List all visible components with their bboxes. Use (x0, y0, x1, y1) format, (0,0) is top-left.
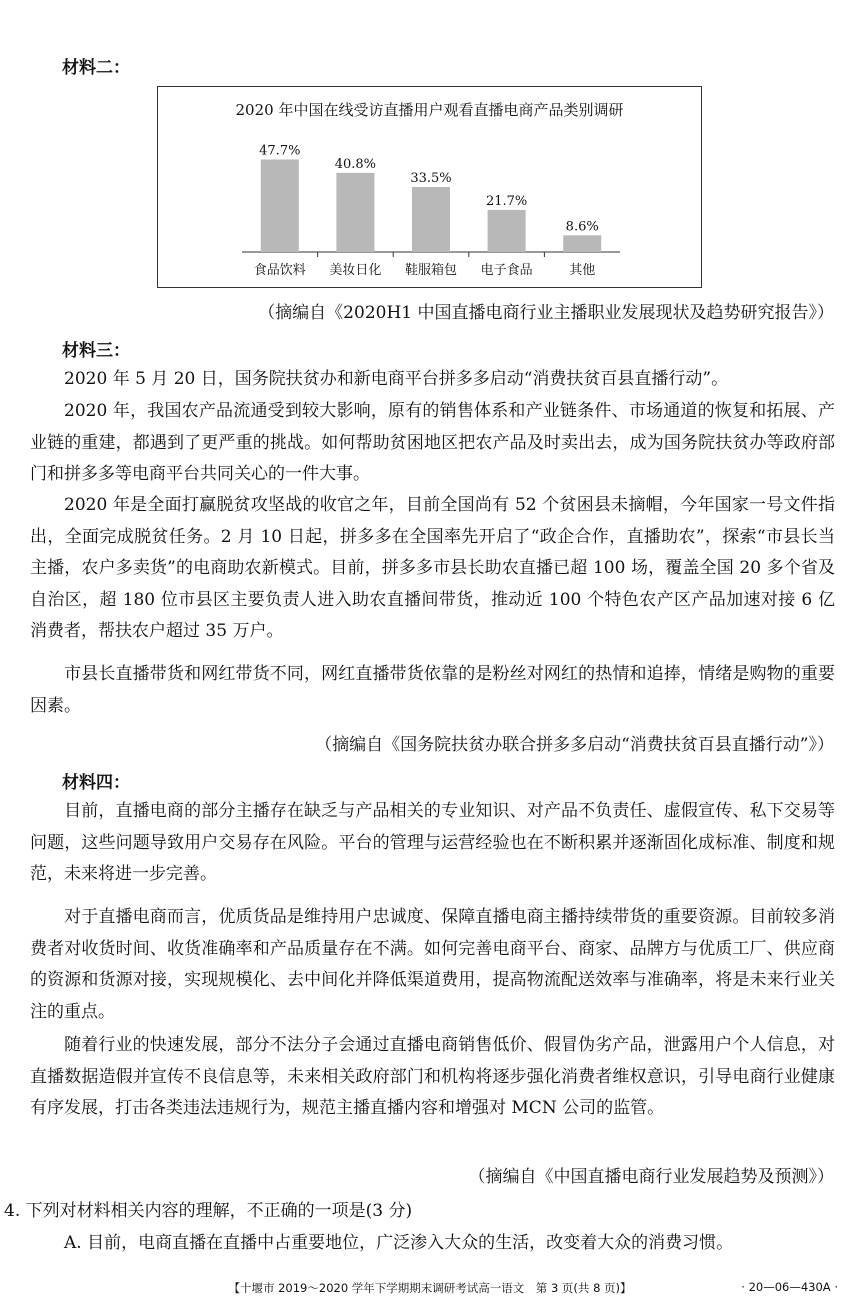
question-stem: 4. 下列对材料相关内容的理解，不正确的一项是(3 分) (4, 1201, 413, 1221)
chart-svg (158, 87, 701, 287)
material2-source: （摘编自《2020H1 中国直播电商行业主播职业发展现状及趋势研究报告》） (258, 303, 834, 323)
material3-paragraph-2: 2020 年，我国农产品流通受到较大影响，原有的销售体系和产业链条件、市场通道的恢复和拓展、产业链的重建，都遇到了更严重的挑战。如何帮助贫困地区把农产品及时卖出去，成为国务院扶贫办等政府部门和拼多多等电商平台共同关心的一件大事。 (30, 401, 835, 484)
bar-value-label-4: 8.6% (565, 219, 599, 235)
bar-value-label-3: 21.7% (485, 193, 528, 209)
material3-heading: 材料三： (62, 341, 130, 361)
material4-paragraph-3: 随着行业的快速发展，部分不法分子会通过直播电商销售低价、假冒伪劣产品，泄露用户个人信息，对直播数据造假并宣传不良信息等，未来相关政府部门和机构将逐步强化消费者维权意识，引导电商行业健康有序发展，打击各类违法违规行为，规范主播直播内容和增强对 MCN 公司的监管。 (30, 1035, 835, 1118)
bar-1 (336, 173, 374, 252)
material2-heading: 材料二： (62, 58, 130, 78)
category-label-0: 食品饮料 (253, 263, 306, 278)
bar-value-label-2: 33.5% (410, 171, 452, 187)
bar-3 (488, 210, 526, 252)
category-label-4: 其他 (569, 263, 596, 278)
page-footer (0, 1280, 860, 1296)
chart-title: 2020 年中国在线受访直播用户观看直播电商产品类别调研 (235, 101, 624, 119)
footer-text: 【十堰市 2019～2020 学年下学期期末调研考试高一语文 第 3 页(共 8 页)】 (228, 1281, 632, 1295)
material4-paragraph-2: 对于直播电商而言，优质货品是维持用户忠诚度、保障直播电商主播持续带货的重要资源。目前较多消费者对收货时间、收货准确率和产品质量存在不满。如何完善电商平台、商家、品牌方与优质工厂、供应商的资源和货源对接，实现规模化、去中间化并降低渠道费用，提高物流配送效率与准确率，将是未来行业关注的重点。 (30, 907, 835, 1022)
bar-4 (563, 235, 601, 252)
category-label-3: 电子食品 (480, 263, 533, 278)
material3-paragraph-3: 2020 年是全面打赢脱贫攻坚战的收官之年，目前全国尚有 52 个贫困县未摘帽，今年国家一号文件指出，全面完成脱贫任务。2 月 10 日起，拼多多在全国率先开启了“政企合作，直播助农”，探索“市县长当主播，农户多卖货”的电商助农新模式。目前，拼多多市县长助农直播已超 100 场，覆盖全国 20 多个省及自治区，超 180 位市县区主要负责人进入助农直播间带货，推动近 100 个特色农产区产品加速对接 6 亿消费者，帮扶农户超过 35 万户。 (30, 495, 835, 641)
material4-heading: 材料四： (62, 773, 130, 793)
category-label-1: 美妆日化 (329, 263, 382, 278)
material4-paragraph-1: 目前，直播电商的部分主播存在缺乏与产品相关的专业知识、对产品不负责任、虚假宣传、私下交易等问题，这些问题导致用户交易存在风险。平台的管理与运营经验也在不断积累并逐渐固化成标准、制度和规范，未来将进一步完善。 (30, 801, 835, 884)
material3-paragraph-4: 市县长直播带货和网红带货不同，网红直播带货依靠的是粉丝对网红的热情和追捧，情绪是购物的重要因素。 (30, 664, 835, 716)
bar-2 (412, 187, 450, 252)
bar-value-label-1: 40.8% (334, 156, 377, 172)
material4-source: （摘编自《中国直播电商行业发展趋势及预测》） (468, 1167, 834, 1187)
bar-0 (261, 159, 299, 252)
footer-code: · 20—06—430A · (741, 1280, 838, 1294)
material3-source: （摘编自《国务院扶贫办联合拼多多启动“消费扶贫百县直播行动”》） (315, 735, 834, 755)
category-label-2: 鞋服箱包 (404, 263, 458, 278)
bar-chart (157, 86, 702, 288)
question-option-a: A. 目前，电商直播在直播中占重要地位，广泛渗入大众的生活，改变着大众的消费习惯。 (64, 1233, 734, 1253)
material3-paragraph-1: 2020 年 5 月 20 日，国务院扶贫办和新电商平台拼多多启动“消费扶贫百县直播行动”。 (64, 369, 729, 389)
bar-value-label-0: 47.7% (259, 143, 301, 159)
